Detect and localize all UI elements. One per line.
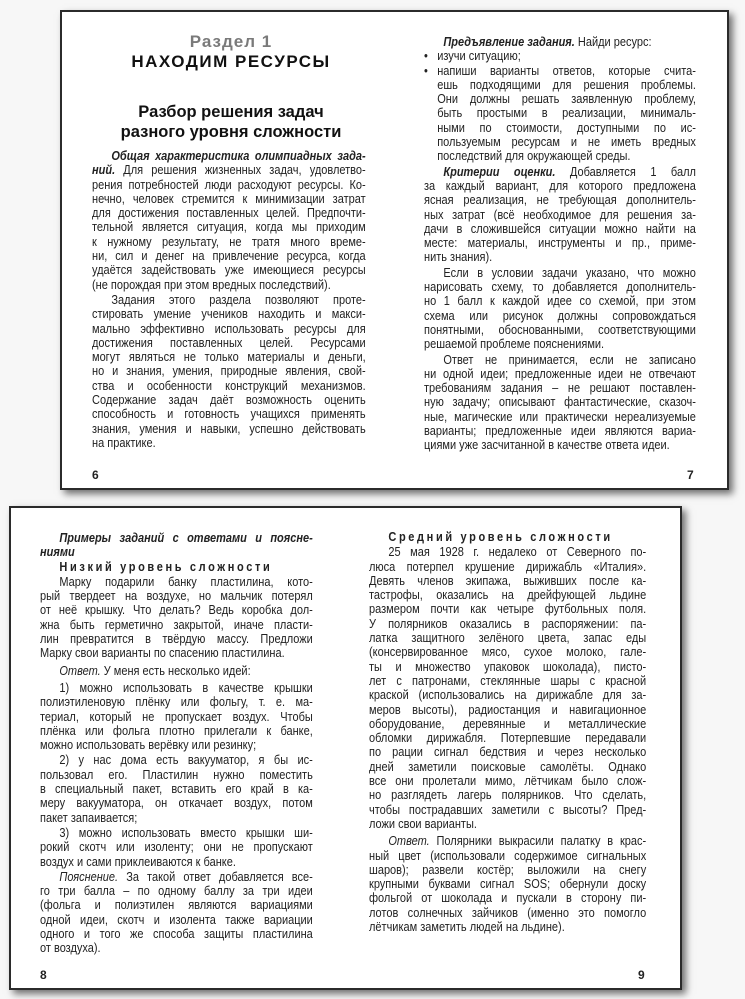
text-line: но разглядеть лагерь полярников. Что сделать,: [369, 788, 647, 803]
paragraph: [40, 664, 313, 678]
subheading: Низкий уровень сложности: [59, 559, 273, 574]
text-line: [40, 664, 313, 678]
paragraph: [40, 575, 313, 661]
text-line: рения потребностей люди расходуют ресурсы. Ко-: [92, 177, 366, 192]
text-line: обломки дирижабля. Потерпевшие передавали: [369, 731, 647, 746]
text-line: размером почти как четыре футбольных поля.: [369, 602, 647, 617]
text-line: латка защитного зелёного цвета, запас еды: [369, 631, 647, 646]
text-line: по рации сигнал бедствия и через несколько: [369, 745, 647, 760]
text-line: пользовал его. Пластилин нужно поместить: [40, 767, 313, 782]
emphasis-lead: Пояснение.: [59, 869, 119, 884]
text-line: ясная реализация, не требующая дополнитель-: [424, 193, 696, 208]
text-line: лотов солнечных зайчиков (именно это помогло: [369, 905, 647, 920]
emphasis-lead: ниями: [40, 545, 75, 560]
text-line: (фольга и полиэтилен являются вариациями: [40, 898, 313, 913]
text-line: достижения поставленных целей. Ресурсами: [92, 335, 366, 350]
text-line: [369, 834, 646, 848]
text-line: люса потерпел крушение дирижабль «Италия».: [369, 559, 647, 574]
text-line: Девять членов экипажа, выживших после ка-: [369, 573, 647, 588]
text-line: [424, 165, 696, 179]
text-line: [92, 163, 366, 177]
paragraph: [40, 531, 313, 560]
page-number: 6: [92, 468, 99, 482]
text-line: стировать умение учеников находить и макси-: [92, 307, 366, 322]
section-label: Раздел 1: [189, 32, 273, 51]
text-line: мально эффективно использовать ресурсы для: [92, 321, 366, 336]
text-line: в специальный пакет, вставить его край в ка-: [40, 782, 313, 797]
text-line: Задания этого раздела позволяют проте-: [111, 292, 366, 307]
text-line: 25 мая 1928 г. недалеко от Северного по-: [388, 545, 647, 560]
text-line: дней заметили поисковые самолёты. Однако: [369, 759, 647, 774]
text-line: изучи ситуацию;: [437, 49, 521, 64]
text-line: 2) у нас дома есть вакууматор, я бы ис-: [59, 753, 313, 768]
text-line: ни, сил и денег на привлечение ресурса, когда: [92, 249, 366, 264]
text-line: оборудование, деревянные и металлические: [369, 716, 647, 731]
text-line: от воздуха).: [40, 941, 101, 956]
line-text: Добавляется 1 балл: [555, 164, 696, 179]
text-line: воздух и сами приклеиваются к банке.: [40, 854, 236, 869]
text-line: ложи свои варианты.: [369, 816, 477, 831]
text-line: У полярников оказались в распоряжении: па-: [369, 616, 647, 631]
emphasis-lead: Предъявление задания.: [443, 35, 575, 49]
emphasis-lead: Ответ.: [388, 834, 430, 849]
paragraph: [369, 834, 646, 934]
paragraph: [40, 681, 313, 752]
text-line: пользуемым ресурсам и не иметь вредных: [437, 135, 696, 150]
text-line: одного и того же способа защиты пластилина: [40, 927, 313, 942]
line-text: Для решения жизненных задач, удовлетво-: [115, 163, 366, 178]
text-line: знания, умения и навыки, успешно действовать: [92, 421, 366, 436]
text-line: ных затрат (всё необходимое для решения за-: [424, 207, 696, 222]
page-number: 7: [687, 468, 694, 482]
paragraph: [424, 266, 696, 352]
bullet-item: [424, 64, 696, 164]
text-line: краской (использовались на дирижабле для за-: [369, 688, 647, 703]
page-8-column: [40, 530, 313, 956]
page-number: 8: [40, 968, 47, 982]
bullet-item: [424, 49, 696, 63]
text-line: Содержание задач даёт возможность оценить: [92, 393, 366, 408]
line-text: За такой ответ добавляется все-: [118, 869, 313, 884]
text-line: одной идеи, скотч и изолента также вариации: [40, 912, 313, 927]
bullet-icon: •: [424, 49, 428, 64]
text-line: последствий для окружающей среды.: [437, 149, 631, 164]
text-line: от неё крышку. Что делать? Ведь коробка дол-: [40, 603, 313, 618]
text-line: напиши варианты ответов, которые счита-: [437, 63, 696, 78]
text-line: за каждый вариант, для которого предложена: [424, 178, 696, 193]
paragraph: [92, 149, 366, 292]
text-line: все они пролетали мимо, лётчикам было слож-: [369, 774, 647, 789]
text-line: тастрофы, оказались на дрейфующей льдине: [369, 588, 647, 603]
text-line: но 1 балл к каждой идее со схемой, при этом: [424, 294, 696, 309]
text-line: 3) можно использовать вместо крышки ши-: [59, 825, 313, 840]
section-title: НАХОДИМ РЕСУРСЫ: [131, 52, 331, 71]
text-line: требованиям задания – не решают поставлен-: [424, 381, 696, 396]
text-line: крупными буквами сигнал SOS; обернули доску: [369, 877, 647, 892]
paragraph: [424, 165, 696, 265]
emphasis-lead: Ответ.: [59, 663, 101, 678]
text-line: лётчикам заметить людей на льдине).: [369, 920, 565, 935]
text-line: дачи в сложившейся ситуации можно найти на: [424, 221, 696, 236]
bullet-icon: •: [424, 63, 428, 78]
emphasis-lead: ний.: [92, 163, 116, 178]
text-line: нить знания).: [424, 250, 493, 265]
text-line: чтобы пострадавших заметили с высоты? Пред-: [369, 802, 647, 817]
text-line: Если в условии задачи указано, что можно: [443, 265, 696, 280]
subheading: Средний уровень сложности: [388, 530, 613, 544]
text-line: полиэтиленовую плёнку или фольгу, т. е. ма-: [40, 695, 313, 710]
text-line: рый твердеет на воздухе, но мальчик потерял: [40, 589, 313, 604]
text-line: ными по стоимости, доступными по ис-: [437, 120, 696, 135]
text-line: удаётся задействовать уже имеющиеся ресурсы: [92, 263, 366, 278]
text-line: меров высоты), радиостанция и навигационное: [369, 702, 647, 717]
page-9-column: [369, 530, 646, 934]
paragraph: [369, 545, 646, 831]
line-text: Найди ресурс:: [574, 35, 652, 49]
text-line: нечно, человек стремится к минимизации затрат: [92, 191, 366, 206]
spread-pages-8-9: [9, 506, 682, 990]
text-line: способность и готовность учащихся применять: [92, 407, 366, 422]
text-line: Они должны решать заявленную проблему,: [437, 92, 696, 107]
text-line: месте: материалы, инструменты и пр., приме-: [424, 236, 696, 251]
text-line: (консервированное мясо, сухое молоко, гале-: [369, 645, 647, 660]
text-line: [40, 870, 313, 884]
text-line: лет с патронами, стеклянные шары с красной: [369, 673, 647, 688]
emphasis-lead: Примеры заданий с ответами и поясне-: [59, 531, 313, 545]
text-line: понятными, обоснованными, соответствующими: [424, 322, 696, 337]
paragraph: [424, 35, 696, 49]
text-line: ную задачу; описывают фантастические, сказоч-: [424, 395, 696, 410]
text-line: рокий скотч или изоленту; они не пропускают: [40, 840, 313, 855]
text-line: лин превратится в твёрдую массу. Предложи: [40, 632, 313, 647]
text-line: [92, 149, 366, 163]
text-line: могут являться не только материалы и деньги,: [92, 350, 366, 365]
paragraph: [92, 293, 366, 450]
text-line: ни одной идеи; предложенные идеи не отвечают: [424, 366, 696, 381]
text-line: к нужному результату, не тратя много време-: [92, 234, 366, 249]
subtitle-line: разного уровня сложности: [120, 123, 342, 141]
text-line: для достижения поставленных целей. Предпочти-: [92, 206, 366, 221]
text-line: можно использовать верёвку или резинку;: [40, 738, 257, 753]
text-line: [40, 531, 313, 545]
text-line: но и знания, умения, природные явления, свой-: [92, 364, 366, 379]
text-line: плёнка или фольга плотно прилегали к банке,: [40, 723, 313, 738]
text-line: циями уже засчитанной в качестве ответа идеи.: [424, 438, 670, 453]
page-7-column: [424, 34, 696, 453]
text-line: ные, магические или практически нереализуемые: [424, 409, 696, 424]
text-line: схема или рисунок должны сопровождаться: [424, 308, 696, 323]
text-line: (не порождая при этом вредных последствий).: [92, 277, 331, 292]
line-text: Полярники выкрасили палатку в крас-: [429, 834, 647, 849]
text-line: Марку свои варианты по спасению пластилина.: [40, 646, 285, 661]
text-line: варианты; предложенные идеи являются вариа-: [424, 424, 696, 439]
text-line: пакет запаивается;: [40, 810, 138, 825]
paragraph: [40, 753, 313, 824]
paragraph: [40, 826, 313, 869]
text-line: ный цвет (использовали содержимое сигнальных: [369, 848, 647, 863]
text-line: меру вакууматора, он откачает воздух, потом: [40, 796, 313, 811]
emphasis-lead: Общая характеристика олимпиадных зада-: [111, 149, 366, 163]
text-line: фольгой от шоколада и пускали в сторону пи-: [369, 891, 647, 906]
text-line: шаров); развели костёр; выложили на снегу: [369, 862, 647, 877]
text-line: го три балла – по одному баллу за три идеи: [40, 884, 313, 899]
text-line: нарисовать схему, то добавляется дополнитель-: [424, 280, 696, 295]
text-line: ешь подходящими для решения проблемы.: [437, 77, 696, 92]
paragraph: [40, 870, 313, 956]
text-line: териал, который не пропускает воздух. Чтобы: [40, 709, 313, 724]
text-line: 1) можно использовать в качестве крышки: [59, 680, 313, 695]
line-text: У меня есть несколько идей:: [100, 663, 251, 678]
page-6-column: [92, 148, 366, 450]
text-line: [424, 35, 696, 49]
subtitle-line: Разбор решения задач: [138, 103, 324, 121]
subtitle: [94, 102, 368, 142]
text-line: быть простыми в реализации, минималь-: [437, 106, 696, 121]
spread-pages-6-7: [60, 10, 729, 490]
text-line: жна быть герметично закрытой, иначе пласти-: [40, 617, 313, 632]
text-line: на практике.: [92, 435, 156, 450]
page-number: 9: [638, 968, 645, 982]
text-line: решаемой проблеме пояснениями.: [424, 337, 605, 352]
text-line: тельной является ситуация, когда мы приходим: [92, 220, 366, 235]
text-line: Марку подарили банку пластилина, кото-: [59, 574, 313, 589]
emphasis-lead: Критерии оценки.: [443, 164, 556, 179]
text-line: [40, 545, 313, 559]
text-line: ства и особенности конструкций механизмов.: [92, 378, 366, 393]
paragraph: [424, 353, 696, 453]
text-line: Ответ не принимается, если не записано: [443, 352, 696, 367]
text-line: ты и множество упаковок шоколада), писто-: [369, 659, 647, 674]
